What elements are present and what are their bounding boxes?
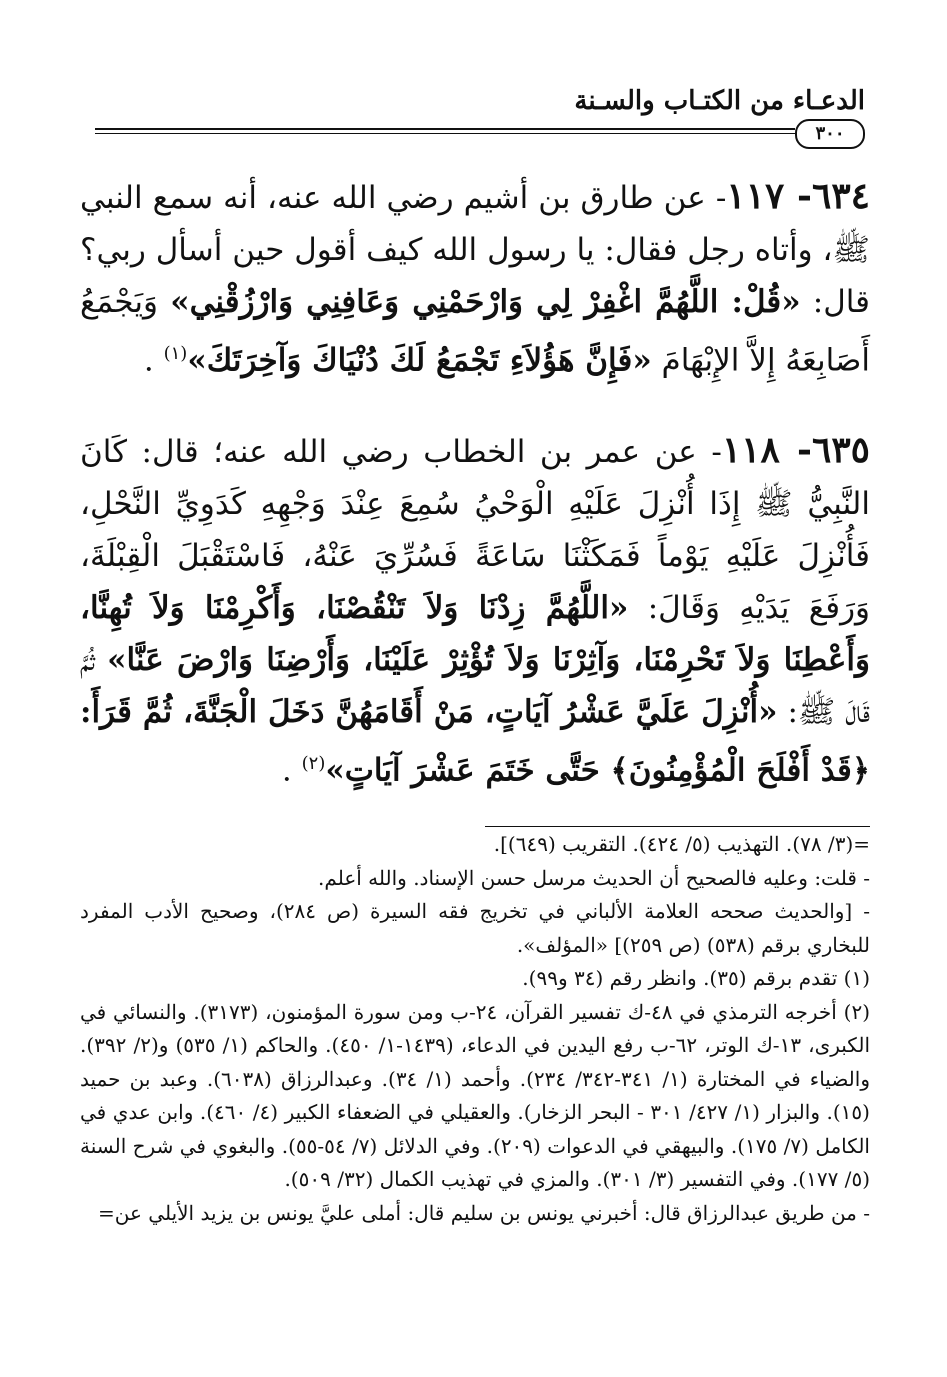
- hadith-text: - عن طارق بن أشيم رضي الله عنه، أنه سمع النبي ﷺ، وأتاه رجل فقال: يا رسول الله كيف أقول حين أسأل ربي؟ قال:: [80, 180, 871, 320]
- hadith-635: [80, 424, 870, 796]
- hadith-end: .: [281, 752, 302, 789]
- footnote-note: - قلت: وعليه فالصحيح أن الحديث مرسل حسن الإسناد. والله أعلم.: [318, 865, 870, 890]
- hadith-number: ٦٣٥- ١١٨: [721, 429, 870, 472]
- page-header: [95, 78, 865, 148]
- hadith-text: وَيَجْمَعُ أَصَابِعَهُ إِلاَّ الإِبْهَامَ: [80, 284, 870, 379]
- hadith-end: .: [143, 342, 164, 379]
- prophetic-quote: «فَإِنَّ هَؤُلاَءِ تَجْمَعُ لَكَ دُنْيَاكَ وَآخِرَتَكَ»: [187, 342, 652, 379]
- prophetic-quote: «اللَّهُمَّ زِدْنَا وَلاَ تَنْقُصْنَا، وَأَكْرِمْنَا وَلاَ تُهِنَّا، وَأَعْطِنَا وَلاَ تَحْرِمْنَا، وَآثِرْنَا وَلاَ تُؤْثِرْ عَلَيْنَا، وَأَرْضِنَا وَارْضَ عَنَّا»: [80, 590, 870, 679]
- header-rule: [95, 123, 865, 147]
- footnote-note: - [والحديث صححه العلامة الألباني في تخريج فقه السيرة (ص ٢٨٤)، وصحيح الأدب المفرد للبخاري برقم (٥٣٨) (ص ٢٥٩)] «المؤلف».: [80, 899, 870, 957]
- footnote-2: (٢) أخرجه الترمذي في ٤٨-ك تفسير القرآن، ٢٤-ب ومن سورة المؤمنون، (٣١٧٣). والنسائي في الكبرى، ١٣-ك الوتر، ٦٢-ب رفع اليدين في الدعاء، (١٤٣٩-١/ ٤٥٠). والحاكم (١/ ٥٣٥) و(٢/ ٣٩٢). والضياء في المختارة (١/ ٣٤١-٣٤٢/ ٢٣٤). وأحمد (١/ ٣٤). وعبدالرزاق (٦٠٣٨). وعبد بن حميد (١٥). والبزار (١/ ٤٢٧/ ٣٠١ - البحر الزخار). والعقيلي في الضعفاء الكبير (٤/ ٤٦٠). وابن عدي في الكامل (٧/ ١٧٥). والبيهقي في الدعوات (٢٠٩). وفي الدلائل (٧/ ٥٤-٥٥). والبغوي في شرح السنة (٥/ ١٧٧). وفي التفسير (٣/ ٣٠١). والمزي في تهذيب الكمال (٣٢/ ٥٠٩).: [80, 999, 871, 1191]
- footnote-ref: (٢): [301, 753, 326, 775]
- footnote-note: - من طريق عبدالرزاق قال: أخبرني يونس بن سليم قال: أملى عليَّ يونس بن يزيد الأيلي عن=: [98, 1200, 870, 1225]
- header-rule-thin: [95, 133, 795, 134]
- prophetic-quote: «قُلْ: اللَّهُمَّ اغْفِرْ لِي وَارْحَمْنِي وَعَافِنِي وَارْزُقْنِي»: [170, 284, 801, 320]
- hadith-number: ٦٣٤- ١١٧: [726, 175, 870, 217]
- footnotes: [80, 828, 870, 1230]
- running-title: الدعـاء من الكتـاب والسـنة: [574, 86, 865, 116]
- hadith-634: [80, 170, 870, 386]
- footnote-separator: [485, 826, 870, 827]
- main-text: [80, 170, 870, 835]
- hadith-text: ثُمَّ قَالَ ﷺ:: [80, 642, 870, 731]
- footnote-1: (١) تقدم برقم (٣٥). وانظر رقم (٣٤ و٩٩).: [522, 966, 870, 990]
- hadith-text: - عن عمر بن الخطاب رضي الله عنه؛ قال: كَانَ النَّبِيُّ ﷺ إِذَا أُنْزِلَ عَلَيْهِ الْوَحْيُ سُمِعَ عِنْدَ وَجْهِهِ كَدَوِيِّ النَّحْلِ، فَأُنْزِلَ عَلَيْهِ يَوْماً فَمَكَثْنَا سَاعَةً فَسُرِّيَ عَنْهُ، فَاسْتَقْبَلَ الْقِبْلَةَ، وَرَفَعَ يَدَيْهِ وَقَالَ:: [80, 434, 871, 627]
- footnote-ref: (١): [163, 343, 188, 364]
- header-rule-thick: [95, 128, 795, 130]
- prophetic-quote: «أُنْزِلَ عَلَيَّ عَشْرُ آيَاتٍ، مَنْ أَقَامَهُنَّ دَخَلَ الْجَنَّةَ، ثُمَّ قَرَأَ: ﴿قَدْ أَفْلَحَ الْمُؤْمِنُونَ﴾ حَتَّى خَتَمَ عَشْرَ آيَاتٍ»: [80, 694, 870, 789]
- footnote-continuation: =(٣/ ٧٨). التهذيب (٥/ ٤٢٤). التقريب (٦٤٩)].: [493, 832, 870, 856]
- page-number: ٣٠٠: [795, 119, 865, 149]
